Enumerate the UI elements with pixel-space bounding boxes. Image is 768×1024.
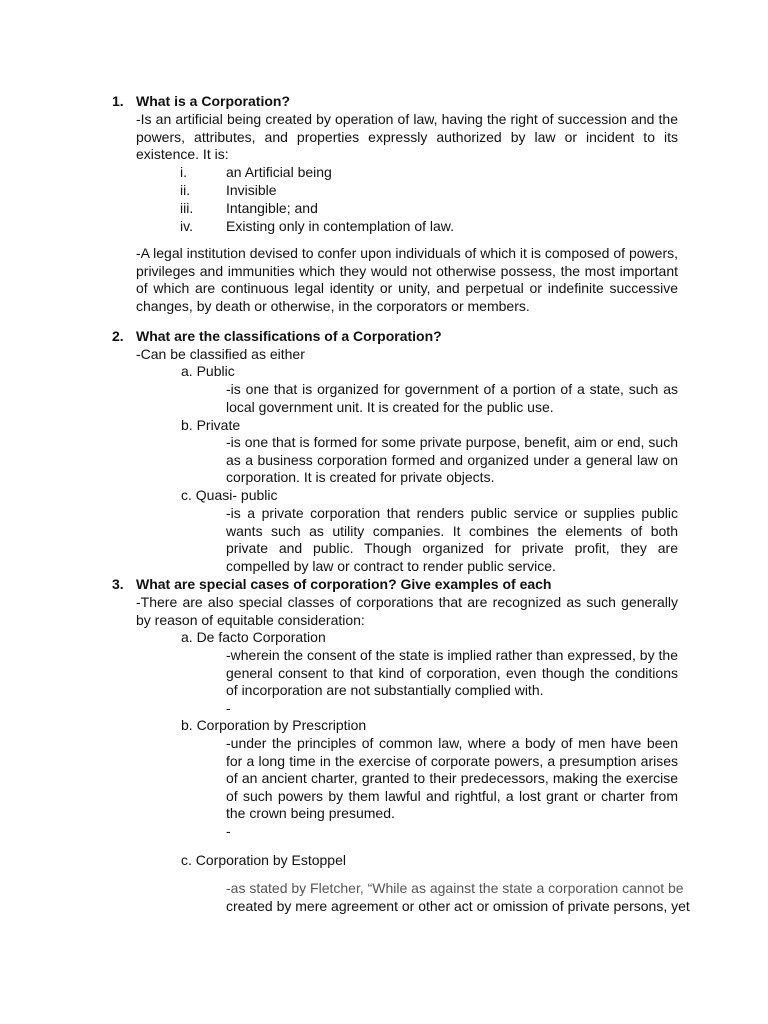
sub-paragraph: -is one that is organized for government of a portion of a state, such as local government unit. It is created for the public use. — [226, 381, 678, 415]
question-heading: What are the classifications of a Corporation? — [136, 328, 442, 344]
sub-paragraph-line: -as stated by Fletcher, “While as against the state a corporation cannot be — [226, 880, 684, 896]
sub-paragraph: -is a private corporation that renders public service or supplies public wants such as utility companies. It combines the elements of both private and public. Though organized for private profit, they are compelled by law or contract to render public service. — [226, 505, 678, 574]
question-number: 3. — [112, 576, 124, 592]
dash-line: - — [226, 700, 231, 716]
list-item: Intangible; and — [226, 200, 318, 216]
subheading: b. Corporation by Prescription — [181, 717, 367, 733]
list-marker: ii. — [180, 182, 191, 198]
answer-paragraph: -There are also special classes of corporations that are recognized as such generally by reason of equitable consideration: — [136, 594, 678, 628]
subheading: a. Public — [181, 363, 235, 379]
answer-paragraph: -Is an artificial being created by operation of law, having the right of succession and the powers, attributes, and properties expressly authorized by law or incident to its existence. It is: — [136, 111, 678, 163]
question-number: 1. — [112, 93, 124, 109]
list-marker: iii. — [180, 200, 194, 216]
sub-paragraph-line: created by mere agreement or other act or omission of private persons, yet — [226, 898, 690, 914]
sub-paragraph: -under the principles of common law, where a body of men have been for a long time in the exercise of corporate powers, a presumption arises of an ancient charter, granted to their predecessors, making the exercise of such powers by them lawful and rightful, a lost grant or charter from the crown being presumed. — [226, 735, 678, 822]
question-heading: What are special cases of corporation? Give examples of each — [136, 576, 552, 592]
subheading: c. Corporation by Estoppel — [181, 852, 346, 868]
answer-paragraph: -Can be classified as either — [136, 346, 305, 362]
question-heading: What is a Corporation? — [136, 93, 290, 109]
sub-paragraph: -wherein the consent of the state is implied rather than expressed, by the general consent to that kind of corporation, even though the conditions of incorporation are not substantially complied with. — [226, 647, 678, 699]
list-item: Invisible — [226, 182, 277, 198]
list-marker: iv. — [180, 218, 193, 234]
subheading: b. Private — [181, 417, 241, 433]
question-number: 2. — [112, 328, 124, 344]
sub-paragraph: -is one that is formed for some private purpose, benefit, aim or end, such as a business corporation formed and organized under a general law on corporation. It is created for private objects. — [226, 434, 678, 486]
list-item: Existing only in contemplation of law. — [226, 218, 455, 234]
list-item: an Artificial being — [226, 164, 332, 180]
subheading: c. Quasi- public — [181, 487, 278, 503]
answer-paragraph: -A legal institution devised to confer upon individuals of which it is composed of powers, privileges and immunities which they would not otherwise possess, the most important of which are continuous legal identity or unity, and perpetual or indefinite successive changes, by death or otherwise, in the corporators or members. — [136, 245, 678, 314]
subheading: a. De facto Corporation — [181, 629, 326, 645]
list-marker: i. — [180, 164, 187, 180]
dash-line: - — [226, 823, 231, 839]
